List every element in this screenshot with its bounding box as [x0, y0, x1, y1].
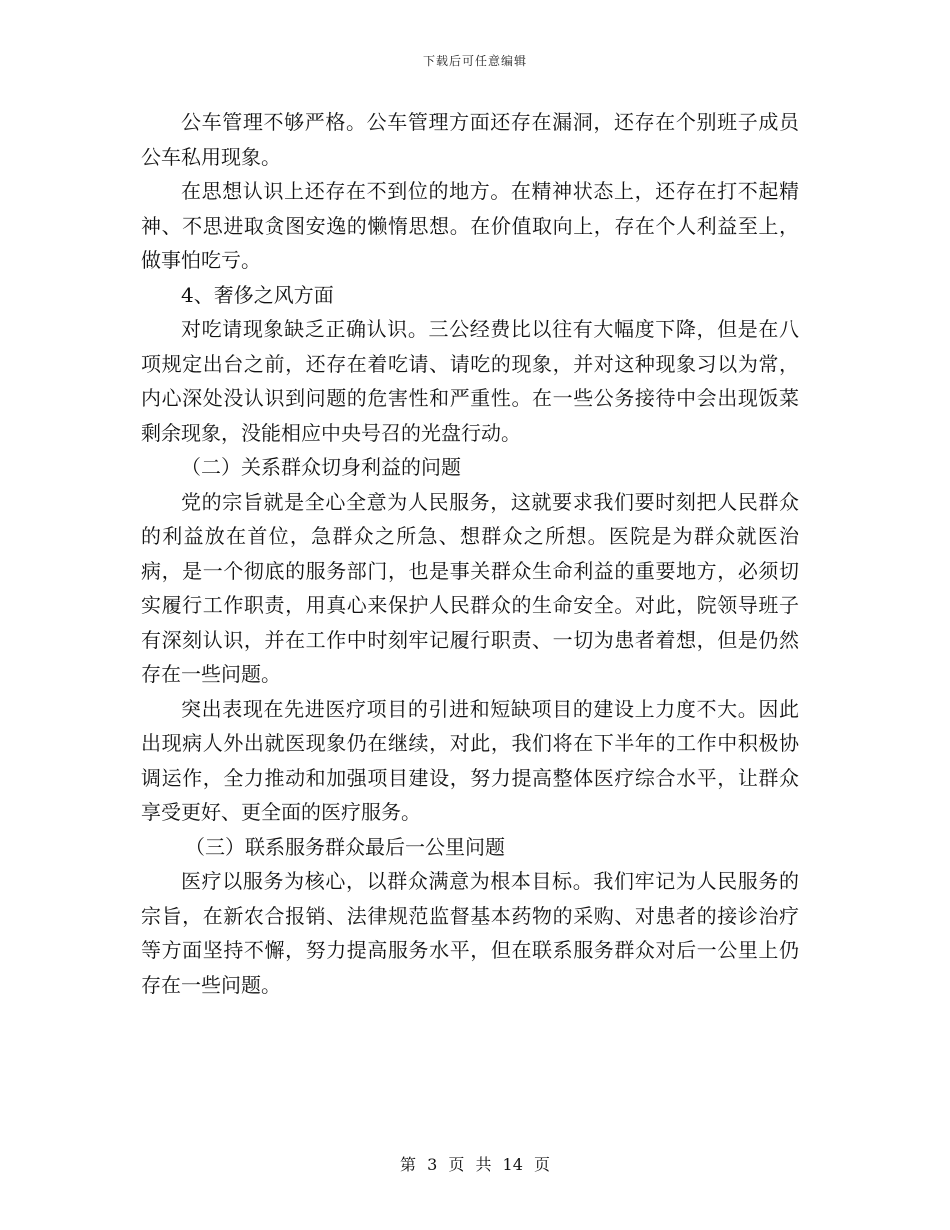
paragraph-party-purpose: 党的宗旨就是全心全意为人民服务，这就要求我们要时刻把人民群众的利益放在首位，急群众之所急、想群众之所想。医院是为群众就医治病，是一个彻底的服务部门，也是事关群众生命利益的重要地方，必须切实履行工作职责，用真心来保护人民群众的生命安全。对此，院领导班子有深刻认识，并在工作中时刻牢记履行职责、一切为患者着想，但是仍然存在一些问题。	[141, 489, 799, 686]
paragraph-banquet-awareness: 对吃请现象缺乏正确认识。三公经费比以往有大幅度下降，但是在八项规定出台之前，还存在着吃请、请吃的现象，并对这种现象习以为常，内心深处没认识到问题的危害性和严重性。在一些公务接待中会出现饭菜剩余现象，没能相应中央号召的光盘行动。	[141, 317, 799, 445]
paragraph-ideological-awareness: 在思想认识上还存在不到位的地方。在精神状态上，还存在打不起精神、不思进取贪图安逸的懒惰思想。在价值取向上，存在个人利益至上，做事怕吃亏。	[141, 179, 799, 272]
paragraph-service-core: 医疗以服务为核心，以群众满意为根本目标。我们牢记为人民服务的宗旨，在新农合报销、法律规范监督基本药物的采购、对患者的接诊治疗等方面坚持不懈，努力提高服务水平，但在联系服务群众对后一公里上仍存在一些问题。	[141, 869, 799, 997]
section-heading-extravagance: 4、奢侈之风方面	[181, 282, 334, 307]
paragraph-vehicle-management: 公车管理不够严格。公车管理方面还存在漏洞，还存在个别班子成员公车私用现象。	[141, 110, 799, 169]
page-number: 第 3 页 共 14 页	[400, 1155, 550, 1174]
section-heading-mass-interests: （二）关系群众切身利益的问题	[181, 455, 461, 479]
section-heading-last-mile: （三）联系服务群众最后一公里问题	[185, 834, 505, 859]
document-body	[141, 105, 799, 1002]
paragraph-medical-projects: 突出表现在先进医疗项目的引进和短缺项目的建设上力度不大。因此出现病人外出就医现象仍在继续，对此，我们将在下半年的工作中积极协调运作，全力推动和加强项目建设，努力提高整体医疗综合水平，让群众享受更好、更全面的医疗服务。	[141, 696, 799, 824]
header-note: 下载后可任意编辑	[422, 54, 527, 68]
